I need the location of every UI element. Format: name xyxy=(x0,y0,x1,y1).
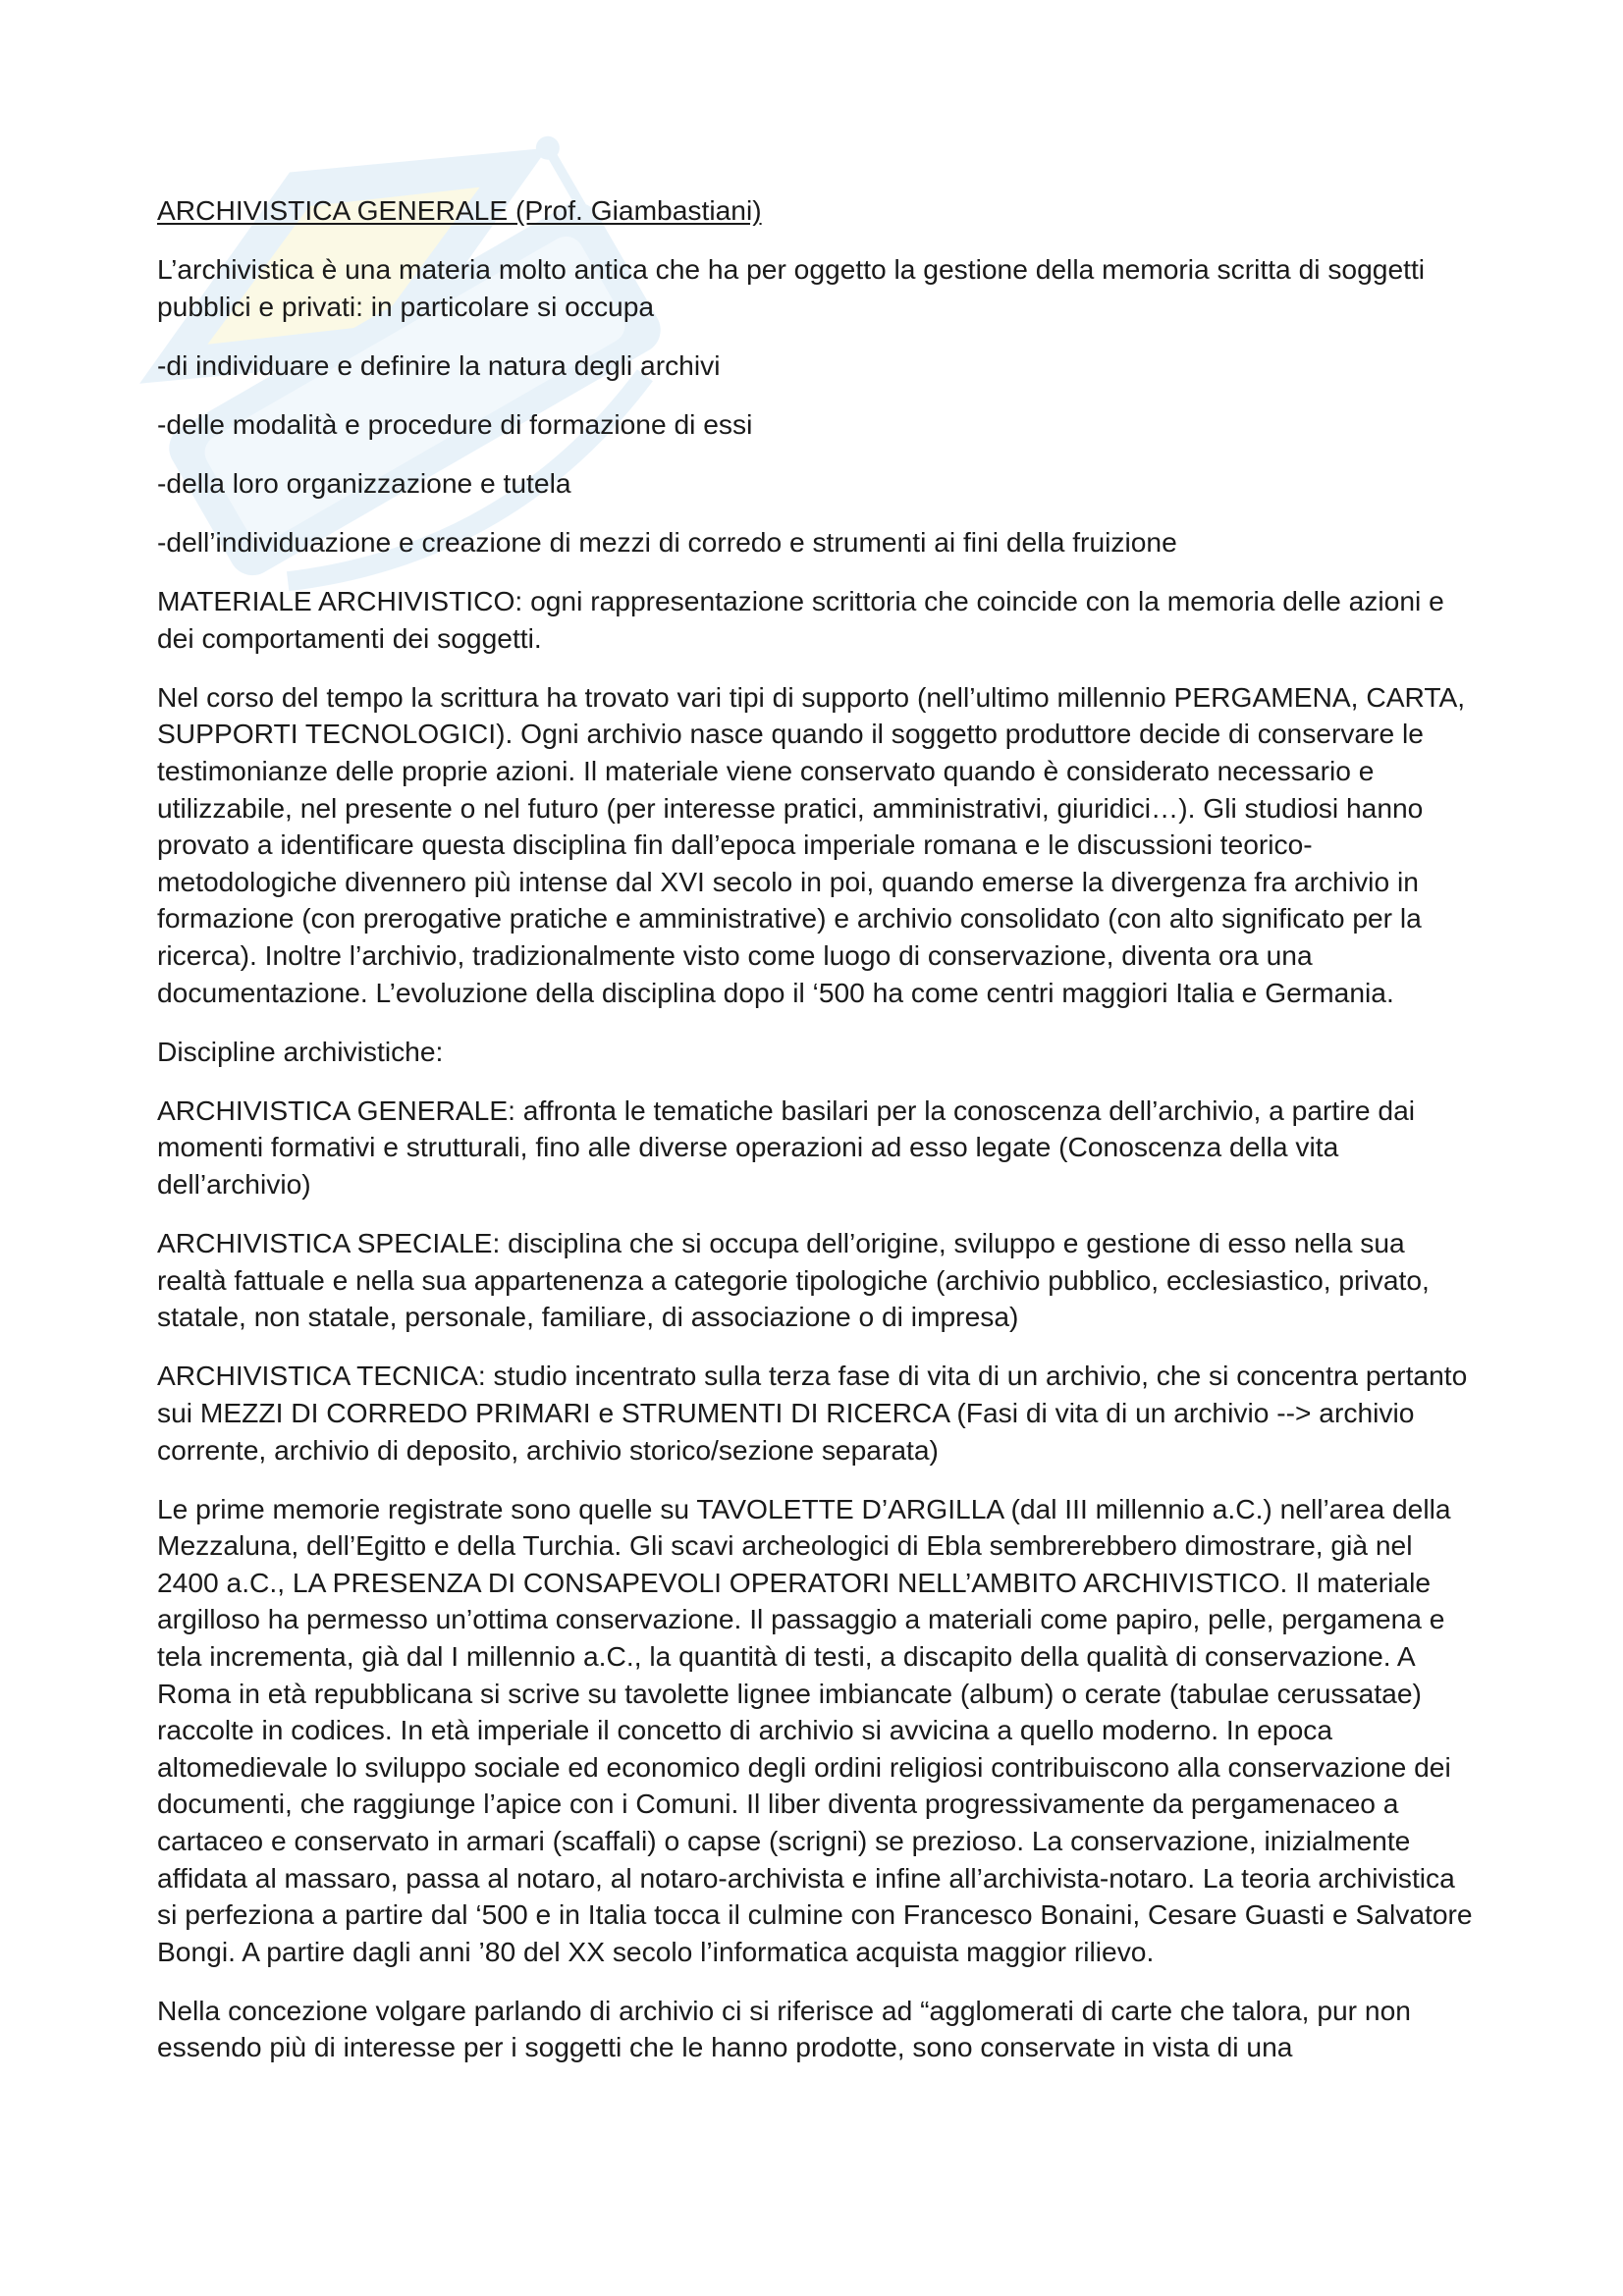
paragraph-materiale: MATERIALE ARCHIVISTICO: ogni rappresentazione scrittoria che coincide con la memoria delle azioni e dei comportamenti dei soggetti. xyxy=(157,585,1444,654)
paragraph-intro: L’archivistica è una materia molto antica che ha per oggetto la gestione della memoria scritta di soggetti pubblici e privati: in particolare si occupa xyxy=(157,253,1426,322)
list-item-3: -della loro organizzazione e tutela xyxy=(157,466,571,499)
paragraph-supporti: Nel corso del tempo la scrittura ha trovato vari tipi di supporto (nell’ultimo millennio PERGAMENA, CARTA, SUPPORTI TECNOLOGICI). Ogni archivio nasce quando il soggetto produttore decide di conservare le testimonianze delle proprie azioni. Il materiale viene conservato quando è considerato necessario e utilizzabile, nel presente o nel futuro (per interesse pratici, amministrativi, giuridici…). Gli studiosi hanno provato a identificare questa disciplina fin dall’epoca imperiale romana e le discussioni teorico-metodologiche divennero più intense dal XVI secolo in poi, quando emerse la divergenza fra archivio in formazione (con prerogative pratiche e amministrative) e archivio consolidato (con alto significato per la ricerca). Inoltre l’archivio, tradizionalmente visto come luogo di conservazione, diventa ora una documentazione. L’evoluzione della disciplina dopo il ‘500 ha come centri maggiori Italia e Germania. xyxy=(157,680,1466,1008)
paragraph-tecnica: ARCHIVISTICA TECNICA: studio incentrato sulla terza fase di vita di un archivio, che si concentra pertanto sui MEZZI DI CORREDO PRIMARI e STRUMENTI DI RICERCA (Fasi di vita di un archivio --> archivio corrente, archivio di deposito, archivio storico/sezione separata) xyxy=(157,1360,1468,1466)
paragraph-storia: Le prime memorie registrate sono quelle su TAVOLETTE D’ARGILLA (dal III millennio a.C.) nell’area della Mezzaluna, dell’Egitto e della Turchia. Gli scavi archeologici di Ebla sembrerebbero dimostrare, già nel 2400 a.C., LA PRESENZA DI CONSAPEVOLI OPERATORI NELL’AMBITO ARCHIVISTICO. Il materiale argilloso ha permesso un’ottima conservazione. Il passaggio a materiali come papiro, pelle, pergamena e tela incrementa, già dal I millennio a.C., la quantità di testi, a discapito della qualità di conservazione. A Roma in età repubblicana si scrive su tavolette lignee imbiancate (album) o cerate (tabulae cerussatae) raccolte in codices. In età imperiale il concetto di archivio si avvicina a quello moderno. In epoca altomedievale lo sviluppo sociale ed economico degli ordini religiosi contribuiscono alla conservazione dei documenti, che raggiunge l’apice con i Comuni. Il liber diventa progressivamente da pergamenaceo a cartaceo e conservato in armari (scaffali) o capse (scrigni) se prezioso. La conservazione, inizialmente affidata al massaro, passa al notaro, al notaro-archivista e infine all’archivista-notaro. La teoria archivistica si perfeziona a partire dal ‘500 e in Italia tocca il culmine con Francesco Bonaini, Cesare Guasti e Salvatore Bongi. A partire dagli anni ’80 del XX secolo l’informatica acquista maggior rilievo. xyxy=(157,1492,1473,1967)
paragraph-concezione: Nella concezione volgare parlando di archivio ci si riferisce ad “agglomerati di carte che talora, pur non essendo più di interesse per i soggetti che le hanno prodotte, sono conservate in vista di una xyxy=(157,1994,1411,2063)
list-item-4: -dell’individuazione e creazione di mezzi di corredo e strumenti ai fini della fruizione xyxy=(157,526,1177,559)
paragraph-speciale: ARCHIVISTICA SPECIALE: disciplina che si occupa dell’origine, sviluppo e gestione di esso nella sua realtà fattuale e nella sua appartenenza a categorie tipologiche (archivio pubblico, ecclesiastico, privato, statale, non statale, personale, familiare, di associazione o di impresa) xyxy=(157,1227,1430,1333)
list-item-1: -di individuare e definire la natura degli archivi xyxy=(157,348,721,381)
document-title: ARCHIVISTICA GENERALE (Prof. Giambastiani) xyxy=(157,194,762,226)
paragraph-generale: ARCHIVISTICA GENERALE: affronta le tematiche basilari per la conoscenza dell’archivio, a partire dai momenti formativi e strutturali, fino alle diverse operazioni ad esso legate (Conoscenza della vita dell’archivio) xyxy=(157,1094,1416,1200)
document-body xyxy=(157,192,1478,2089)
paragraph-discipline-heading: Discipline archivistiche: xyxy=(157,1035,444,1067)
list-item-2: -delle modalità e procedure di formazione di essi xyxy=(157,407,753,440)
